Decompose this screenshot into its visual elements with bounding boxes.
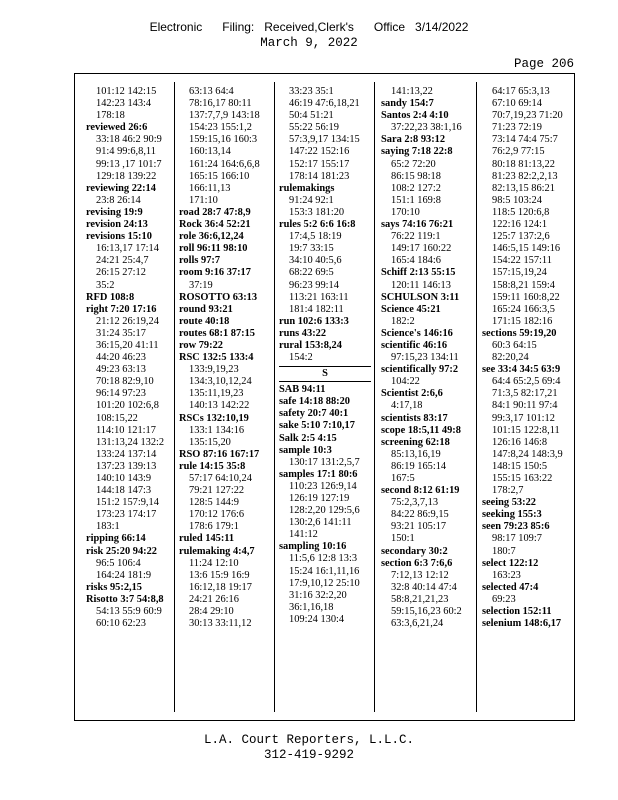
index-term: rolls 97:7 [179,255,221,267]
index-term: routes 68:1 87:15 [179,327,255,339]
index-term: selenium 148:6,17 [482,618,562,630]
index-page-refs: 165:4 184:6 [391,255,441,267]
index-page-refs: 160:13,14 [189,146,231,158]
index-page-refs: 86:15 98:18 [391,170,441,182]
index-term: selection 152:11 [482,606,552,618]
index-term: route 40:18 [179,315,230,327]
index-term: RSO 87:16 167:17 [179,448,260,460]
index-page-refs: 125:7 137:2,6 [492,231,550,243]
index-page-refs: 108:15,22 [96,412,138,424]
index-page-refs: 84:1 90:11 97:4 [492,400,558,412]
index-page-refs: 76:2,9 77:15 [492,146,545,158]
index-page-refs: 36:15,20 41:11 [96,339,159,351]
index-page-refs: 91:24 92:1 [289,194,334,206]
index-page-refs: 16:13,17 17:14 [96,243,159,255]
index-term: RSC 132:5 133:4 [179,352,254,364]
index-page-refs: 28:4 29:10 [189,606,234,618]
index-page-refs: 24:21 26:16 [189,593,239,605]
index-page-refs: 152:17 155:17 [289,158,350,170]
index-term: reviewed 26:6 [86,122,148,134]
index-page-refs: 182:2 [391,315,415,327]
index-page-refs: 82:13,15 86:21 [492,182,555,194]
index-page-refs: 19:7 33:15 [289,243,334,255]
index-term: scientific 46:16 [381,339,448,351]
index-term: section 6:3 7:6,6 [381,557,453,569]
transcript-date: March 9, 2022 [260,36,358,50]
index-page-refs: 170:10 [391,206,420,218]
index-term: Salk 2:5 4:15 [279,432,337,444]
index-page-refs: 60:3 64:15 [492,339,537,351]
court-reporter-phone: 312-419-9292 [263,748,354,762]
index-page-refs: 146:5,15 149:16 [492,243,561,255]
index-term: SCHULSON 3:11 [381,291,460,303]
index-page-refs: 128:5 144:9 [189,497,239,509]
index-page-refs: 183:1 [96,521,120,533]
index-page-refs: 50:4 51:21 [289,110,334,122]
index-page-refs: 171:10 [189,194,218,206]
index-page-refs: 180:7 [492,545,516,557]
index-term: rulemaking 4:4,7 [179,545,255,557]
index-page-refs: 7:12,13 12:12 [391,569,449,581]
index-term: seen 79:23 85:6 [482,521,550,533]
index-page-refs: 149:17 160:22 [391,243,452,255]
index-page-refs: 85:13,16,19 [391,448,441,460]
filing-stamp: Electronic Filing: Received,Clerk's Office 3/14/2022 [149,20,469,34]
index-page-refs: 163:23 [492,569,521,581]
index-term: Risotto 3:7 54:8,8 [86,593,164,605]
index-page-refs: 32:8 40:14 47:4 [391,581,457,593]
index-page-refs: 55:22 56:19 [289,122,339,134]
index-page-refs: 75:2,3,7,13 [391,497,439,509]
index-term: sample 10:3 [279,444,332,456]
index-page-refs: 126:16 146:8 [492,436,548,448]
index-page-refs: 80:18 81:13,22 [492,158,555,170]
index-page-refs: 130:2,6 141:11 [289,517,352,529]
index-term: RSCs 132:10,19 [179,412,249,424]
index-page-refs: 46:19 47:6,18,21 [289,98,360,110]
column-divider [174,82,175,712]
index-column-5 [482,86,574,714]
index-term: revisions 15:10 [86,231,152,243]
index-page-refs: 170:12 176:6 [189,509,245,521]
index-term: role 36:6,12,24 [179,231,244,243]
index-page-refs: 26:15 27:12 [96,267,146,279]
index-page-refs: 63:3,6,21,24 [391,618,444,630]
index-page-refs: 30:13 33:11,12 [189,618,252,630]
index-page-refs: 122:16 124:1 [492,219,548,231]
index-page-refs: 54:13 55:9 60:9 [96,606,162,618]
section-letter: S [279,366,371,382]
index-page-refs: 164:24 181:9 [96,569,152,581]
index-page-refs: 91:4 99:6,8,11 [96,146,156,158]
index-page-refs: 108:2 127:2 [391,182,441,194]
index-page-refs: 96:23 99:14 [289,279,339,291]
index-term: sandy 154:7 [381,98,434,110]
index-term: screening 62:18 [381,436,450,448]
index-page-refs: 133:1 134:16 [189,424,245,436]
index-page-refs: 23:8 26:14 [96,194,141,206]
index-page-refs: 73:14 74:4 75:7 [492,134,558,146]
index-page-refs: 57:3,9,17 134:15 [289,134,360,146]
index-page-refs: 140:10 143:9 [96,473,152,484]
index-page-refs: 99:3,17 101:12 [492,412,555,424]
index-term: ruled 145:11 [179,533,235,545]
index-page-refs: 15:24 16:1,11,16 [289,565,360,577]
index-page-refs: 11:5,6 12:8 13:3 [289,553,358,565]
index-page-refs: 79:21 127:22 [189,485,245,497]
index-page-refs: 71:23 72:19 [492,122,542,134]
index-term: risks 95:2,15 [86,581,142,593]
index-page-refs: 11:24 12:10 [189,557,239,569]
index-term: safe 14:18 88:20 [279,396,350,408]
index-page-refs: 70:7,19,23 71:20 [492,110,563,122]
index-page-refs: 134:3,10,12,24 [189,376,252,388]
index-term: secondary 30:2 [381,545,448,557]
index-page-refs: 135:11,19,23 [189,388,244,400]
index-page-refs: 76:22 119:1 [391,231,441,243]
index-page-refs: 113:21 163:11 [289,291,349,303]
index-term: scope 18:5,11 49:8 [381,424,461,436]
index-page-refs: 171:15 182:16 [492,315,553,327]
index-page-refs: 17:9,10,12 25:10 [289,577,360,589]
index-page-refs: 21:12 26:19,24 [96,315,159,327]
index-page-refs: 98:17 109:7 [492,533,542,545]
index-page-refs: 151:2 157:9,14 [96,497,159,509]
index-page-refs: 133:24 137:14 [96,448,157,460]
index-page-refs: 63:13 64:4 [189,86,234,97]
index-page-refs: 178:2,7 [492,485,524,497]
index-term: right 7:20 17:16 [86,303,157,315]
index-term: revising 19:9 [86,206,143,218]
index-term: reviewing 22:14 [86,182,156,194]
index-column-4 [381,86,473,714]
index-page-refs: 17:4,5 18:19 [289,231,342,243]
index-term: sake 5:10 7:10,17 [279,420,355,432]
index-term: see 33:4 34:5 63:9 [482,364,561,376]
index-term: Science 45:21 [381,303,441,315]
index-page-refs: 13:6 15:9 16:9 [189,569,250,581]
index-page-refs: 142:23 143:4 [96,98,152,110]
index-term: safety 20:7 40:1 [279,408,349,420]
index-page-refs: 159:15,16 160:3 [189,134,258,146]
index-page-refs: 141:13,22 [391,86,433,97]
index-page-refs: 37:19 [189,279,213,291]
index-page-refs: 31:16 32:2,20 [289,589,347,601]
index-term: select 122:12 [482,557,539,569]
index-page-refs: 78:16,17 80:11 [189,98,252,110]
index-term: scientifically 97:2 [381,364,459,376]
index-page-refs: 31:24 35:17 [96,327,146,339]
index-page-refs: 96:14 97:23 [96,388,146,400]
index-page-refs: 165:15 166:10 [189,170,250,182]
index-page-refs: 4:17,18 [391,400,423,412]
index-page-refs: 137:7,7,9 143:18 [189,110,260,122]
index-page-refs: 24:21 25:4,7 [96,255,149,267]
index-page-refs: 109:24 130:4 [289,613,345,625]
index-page-refs: 101:20 102:6,8 [96,400,159,412]
index-term: scientists 83:17 [381,412,448,424]
index-term: Scientist 2:6,6 [381,388,443,400]
index-page-refs: 114:10 121:17 [96,424,156,436]
index-page-refs: 159:11 160:8,22 [492,291,560,303]
index-page-refs: 64:4 65:2,5 69:4 [492,376,561,388]
index-page-refs: 36:1,16,18 [289,601,334,613]
index-page-refs: 151:1 169:8 [391,194,441,206]
index-page-refs: 167:5 [391,473,415,484]
index-term: rules 5:2 6:6 16:8 [279,219,356,231]
index-page-refs: 86:19 165:14 [391,460,447,472]
index-term: samples 17:1 80:6 [279,468,358,480]
index-page-refs: 140:13 142:22 [189,400,250,412]
index-page-refs: 67:10 69:14 [492,98,542,110]
index-page-refs: 118:5 120:6,8 [492,206,550,218]
index-page-refs: 161:24 164:6,6,8 [189,158,260,170]
index-term: ROSOTTO 63:13 [179,291,258,303]
index-page-refs: 33:18 46:2 90:9 [96,134,162,146]
index-page-refs: 82:20,24 [492,352,529,364]
index-page-refs: 158:8,21 159:4 [492,279,555,291]
index-page-refs: 70:18 82:9,10 [96,376,154,388]
index-term: saying 7:18 22:8 [381,146,453,158]
index-page-refs: 178:6 179:1 [189,521,239,533]
index-page-refs: 96:5 106:4 [96,557,141,569]
index-page-refs: 35:2 [96,279,115,291]
index-page-refs: 101:12 142:15 [96,86,157,97]
index-page-refs: 154:23 155:1,2 [189,122,252,134]
index-page-refs: 81:23 82:2,2,13 [492,170,558,182]
index-page-refs: 60:10 62:23 [96,618,146,630]
index-term: selected 47:4 [482,581,539,593]
index-page-refs: 58:8,21,21,23 [391,593,449,605]
index-term: SAB 94:11 [279,384,326,396]
index-page-refs: 98:5 103:24 [492,194,542,206]
index-page-refs: 84:22 86:9,15 [391,509,449,521]
column-divider [374,82,375,712]
index-column-2 [179,86,271,714]
index-term: Science's 146:16 [381,327,453,339]
index-term: revision 24:13 [86,219,148,231]
index-term: rulemakings [279,182,335,194]
index-page-refs: 147:8,24 148:3,9 [492,448,563,460]
index-page-refs: 34:10 40:5,6 [289,255,342,267]
index-page-refs: 166:11,13 [189,182,231,194]
index-page-refs: 157:15,19,24 [492,267,547,279]
index-page-refs: 178:18 [96,110,125,122]
index-page-refs: 147:22 152:16 [289,146,350,158]
index-page-refs: 59:15,16,23 60:2 [391,606,462,618]
index-term: rule 14:15 35:8 [179,460,246,472]
index-page-refs: 49:23 63:13 [96,364,146,376]
index-term: rural 153:8,24 [279,339,342,351]
index-term: says 74:16 76:21 [381,219,454,231]
index-page-refs: 69:23 [492,593,516,605]
index-page-refs: 44:20 46:23 [96,352,146,364]
index-page-refs: 131:13,24 132:2 [96,436,165,448]
index-page-refs: 137:23 139:13 [96,460,157,472]
index-term: Santos 2:4 4:10 [381,110,449,122]
column-divider [476,82,477,712]
index-page-refs: 155:15 163:22 [492,473,553,484]
index-page-refs: 129:18 139:22 [96,170,157,182]
index-page-refs: 99:13 ,17 101:7 [96,158,162,170]
index-page-refs: 133:9,19,23 [189,364,239,376]
index-term: RFD 108:8 [86,291,135,303]
index-page-refs: 37:22,23 38:1,16 [391,122,462,134]
index-page-refs: 57:17 64:10,24 [189,473,252,484]
index-term: row 79:22 [179,339,223,351]
index-page-refs: 126:19 127:19 [289,493,350,504]
index-term: room 9:16 37:17 [179,267,251,279]
index-page-refs: 144:18 147:3 [96,485,152,497]
index-page-refs: 104:22 [391,376,420,388]
index-page-refs: 150:1 [391,533,415,545]
index-page-refs: 71:3,5 82:17,21 [492,388,558,400]
index-term: seeing 53:22 [482,497,536,509]
index-page-refs: 120:11 146:13 [391,279,451,291]
column-divider [274,82,275,712]
index-term: ripping 66:14 [86,533,146,545]
index-page-refs: 33:23 35:1 [289,86,334,97]
index-column-3 [279,86,371,714]
index-page-refs: 181:4 182:11 [289,303,344,315]
index-page-refs: 64:17 65:3,13 [492,86,550,97]
index-term: risk 25:20 94:22 [86,545,157,557]
index-term: sections 59:19,20 [482,327,557,339]
court-reporter-name: L.A. Court Reporters, L.L.C. [203,733,415,747]
index-page-refs: 154:22 157:11 [492,255,552,267]
index-page-refs: 148:15 150:5 [492,460,548,472]
index-term: Sara 2:8 93:12 [381,134,446,146]
index-page-refs: 93:21 105:17 [391,521,447,533]
index-frame [74,73,575,721]
index-term: round 93:21 [179,303,233,315]
index-page-refs: 178:14 181:23 [289,170,350,182]
index-page-refs: 153:3 181:20 [289,206,345,218]
index-term: road 28:7 47:8,9 [179,206,251,218]
index-term: seeking 155:3 [482,509,542,521]
index-page-refs: 165:24 166:3,5 [492,303,555,315]
index-page-refs: 68:22 69:5 [289,267,334,279]
index-term: sampling 10:16 [279,541,347,553]
index-page-refs: 65:2 72:20 [391,158,436,170]
index-term: Rock 36:4 52:21 [179,219,251,231]
index-term: run 102:6 133:3 [279,315,349,327]
index-page-refs: 141:12 [289,529,318,541]
index-page-refs: 110:23 126:9,14 [289,480,357,492]
page-number: Page 206 [513,57,574,71]
index-page-refs: 154:2 [289,352,313,364]
index-term: Schiff 2:13 55:15 [381,267,456,279]
index-term: second 8:12 61:19 [381,485,460,497]
index-page-refs: 16:12,18 19:17 [189,581,252,593]
index-page-refs: 101:15 122:8,11 [492,424,560,436]
index-page-refs: 97:15,23 134:11 [391,352,459,364]
index-page-refs: 128:2,20 129:5,6 [289,505,360,517]
index-page-refs: 173:23 174:17 [96,509,157,521]
index-page-refs: 135:15,20 [189,436,231,448]
index-column-1 [86,86,168,714]
index-term: runs 43:22 [279,327,327,339]
index-term: roll 96:11 98:10 [179,243,248,255]
index-page-refs: 130:17 131:2,5,7 [289,456,360,468]
